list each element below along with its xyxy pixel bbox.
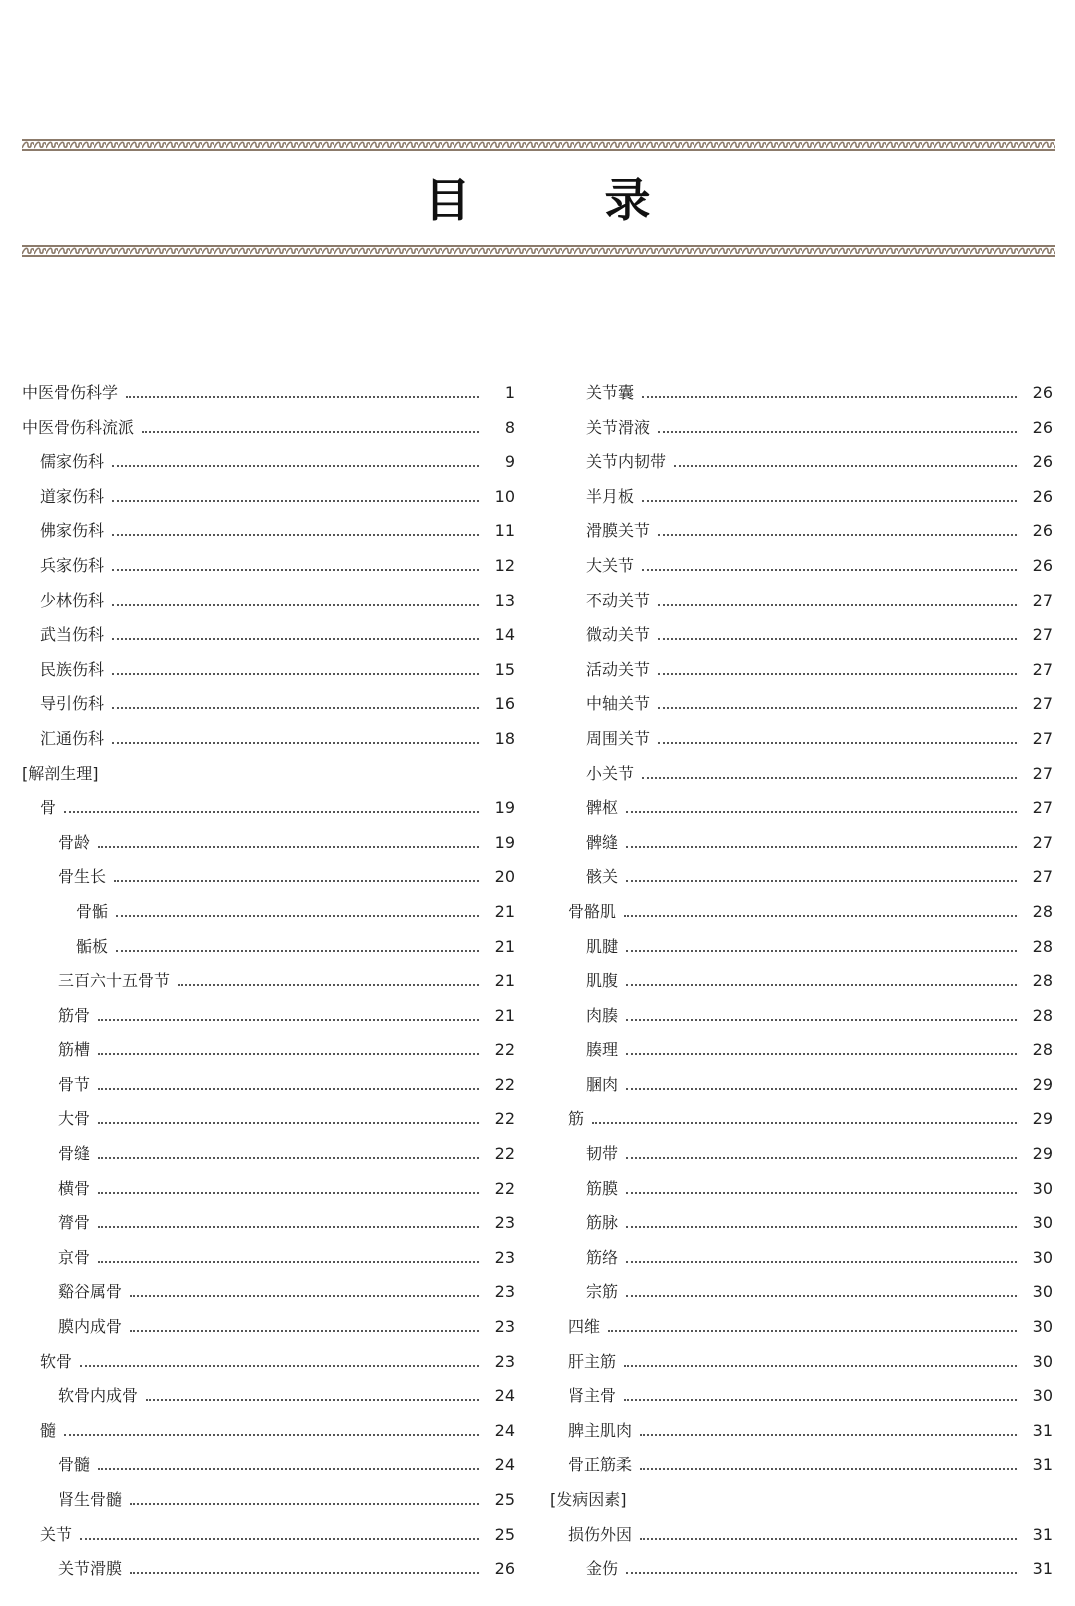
- toc-page-number: 23: [494, 1213, 515, 1233]
- dot-leader: [658, 742, 1017, 744]
- dot-leader: [640, 1468, 1017, 1470]
- toc-entry-label: 筋脉: [586, 1213, 619, 1233]
- toc-entry[interactable]: [550, 1040, 1053, 1075]
- dot-leader: [98, 1019, 479, 1021]
- toc-entry-label: 微动关节: [586, 625, 651, 645]
- toc-page-number: 31: [1032, 1420, 1053, 1440]
- toc-entry-label: 肾生骨髓: [58, 1490, 123, 1509]
- dot-leader: [142, 431, 479, 433]
- toc-page-number: 28: [1032, 1040, 1053, 1060]
- toc-entry[interactable]: [550, 1144, 1053, 1179]
- dot-leader: [626, 1088, 1017, 1090]
- dot-leader: [626, 1295, 1017, 1297]
- toc-page-number: 16: [494, 694, 515, 714]
- dot-leader: [178, 984, 479, 986]
- toc-entry[interactable]: [22, 591, 515, 626]
- toc-page-number: 27: [1032, 694, 1053, 714]
- toc-page-number: 26: [1032, 521, 1053, 541]
- dot-leader: [112, 742, 479, 744]
- dot-leader: [642, 396, 1017, 398]
- toc-entry-label: [解剖生理]: [22, 763, 99, 783]
- toc-entry[interactable]: [550, 1352, 1053, 1387]
- toc-entry-label: 骨节: [58, 1074, 91, 1094]
- toc-page-number: 21: [494, 1005, 515, 1025]
- toc-entry[interactable]: [550, 1179, 1053, 1214]
- toc-left-column: [22, 383, 515, 1594]
- toc-entry[interactable]: [550, 1282, 1053, 1317]
- toc-entry-label: 民族伤科: [40, 659, 105, 679]
- toc-entry[interactable]: [22, 1282, 515, 1317]
- dot-leader: [98, 1122, 479, 1124]
- toc-entry-label: 肝主筋: [568, 1351, 617, 1371]
- dot-leader: [626, 880, 1017, 882]
- toc-page-number: 22: [494, 1144, 515, 1164]
- toc-page-number: 29: [1032, 1074, 1053, 1094]
- toc-entry[interactable]: [22, 729, 515, 764]
- dot-leader: [112, 569, 479, 571]
- dot-leader: [146, 1399, 479, 1401]
- toc-entry-label: 滑膜关节: [586, 521, 651, 541]
- toc-page-number: 27: [1032, 728, 1053, 748]
- toc-entry-label: 膜内成骨: [58, 1317, 123, 1337]
- toc-section-heading: [22, 764, 515, 799]
- toc-page-number: 31: [1032, 1524, 1053, 1544]
- bottom-ornament-band: [22, 245, 1055, 257]
- toc-entry-label: 筋骨: [58, 1005, 91, 1025]
- toc-page-number: 24: [494, 1420, 515, 1440]
- toc-entry-label: 髀枢: [586, 798, 619, 818]
- toc-page-number: 27: [1032, 867, 1053, 887]
- toc-entry[interactable]: [550, 591, 1053, 626]
- toc-page-number: 27: [1032, 832, 1053, 852]
- dot-leader: [112, 500, 479, 502]
- toc-entry-label: 筋槽: [58, 1040, 91, 1060]
- toc-page-number: 29: [1032, 1144, 1053, 1164]
- toc-page-number: 28: [1032, 936, 1053, 956]
- toc-page-number: 31: [1032, 1455, 1053, 1475]
- toc-entry-label: 韧带: [586, 1144, 619, 1164]
- toc-entry-label: [发病因素]: [550, 1490, 627, 1509]
- toc-entry-label: 中轴关节: [586, 694, 651, 714]
- toc-entry-label: 中医骨伤科流派: [22, 417, 135, 437]
- toc-entry[interactable]: [550, 798, 1053, 833]
- toc-entry[interactable]: [550, 833, 1053, 868]
- toc-page-number: 28: [1032, 1005, 1053, 1025]
- toc-entry-label: 关节: [40, 1524, 73, 1544]
- dot-leader: [626, 950, 1017, 952]
- toc-entry-label: 髀缝: [586, 832, 619, 852]
- toc-entry[interactable]: [22, 1559, 515, 1594]
- dot-leader: [608, 1330, 1017, 1332]
- toc-page-number: 21: [494, 971, 515, 991]
- dot-leader: [98, 1468, 479, 1470]
- toc-entry[interactable]: [550, 1386, 1053, 1421]
- dot-leader: [130, 1572, 479, 1574]
- toc-entry-label: 兵家伤科: [40, 555, 105, 575]
- toc-entry[interactable]: [22, 1421, 515, 1456]
- toc-entry[interactable]: [550, 1006, 1053, 1041]
- toc-entry[interactable]: [22, 625, 515, 660]
- dot-leader: [98, 1088, 479, 1090]
- dot-leader: [624, 915, 1017, 917]
- toc-entry-label: 大关节: [586, 555, 635, 575]
- toc-entry-label: 小关节: [586, 763, 635, 783]
- toc-entry-label: 不动关节: [586, 590, 651, 610]
- dot-leader: [626, 1226, 1017, 1228]
- toc-entry-label: 武当伤科: [40, 625, 105, 645]
- toc-section-heading: [550, 1490, 1053, 1525]
- toc-page-number: 26: [494, 1559, 515, 1579]
- dot-leader: [116, 915, 479, 917]
- toc-page-number: 14: [494, 625, 515, 645]
- toc-page-number: 26: [1032, 383, 1053, 402]
- toc-page-number: 8: [504, 417, 515, 437]
- toc-page-number: 20: [494, 867, 515, 887]
- toc-entry[interactable]: [550, 867, 1053, 902]
- toc-entry-label: 四维: [568, 1317, 601, 1337]
- toc-page-number: 27: [1032, 625, 1053, 645]
- dot-leader: [112, 604, 479, 606]
- toc-entry[interactable]: [22, 867, 515, 902]
- toc-page-number: 25: [494, 1524, 515, 1544]
- toc-entry-label: 儒家伤科: [40, 452, 105, 472]
- toc-entry-label: 周围关节: [586, 728, 651, 748]
- dot-leader: [130, 1330, 479, 1332]
- dot-leader: [98, 1053, 479, 1055]
- dot-leader: [64, 811, 479, 813]
- toc-entry-label: 肌腹: [586, 971, 619, 991]
- toc-page-number: 21: [494, 901, 515, 921]
- toc-entry[interactable]: [550, 971, 1053, 1006]
- dot-leader: [130, 1295, 479, 1297]
- toc-page-number: 23: [494, 1247, 515, 1267]
- toc-entry[interactable]: [22, 1386, 515, 1421]
- toc-entry[interactable]: [22, 487, 515, 522]
- toc-entry-label: 筋络: [586, 1247, 619, 1267]
- toc-entry-label: 汇通伤科: [40, 728, 105, 748]
- toc-page-number: 22: [494, 1178, 515, 1198]
- toc-page-number: 25: [494, 1490, 515, 1509]
- toc-entry[interactable]: [22, 1075, 515, 1110]
- dot-leader: [592, 1122, 1017, 1124]
- toc-entry[interactable]: [22, 1213, 515, 1248]
- toc-entry[interactable]: [22, 1317, 515, 1352]
- toc-entry[interactable]: [22, 1179, 515, 1214]
- toc-entry-label: 䐃肉: [586, 1074, 619, 1094]
- toc-entry[interactable]: [550, 937, 1053, 972]
- toc-entry[interactable]: [22, 1455, 515, 1490]
- toc-entry-label: 少林伤科: [40, 590, 105, 610]
- toc-entry[interactable]: [550, 1455, 1053, 1490]
- toc-entry-label: 肌腱: [586, 936, 619, 956]
- toc-entry[interactable]: [550, 487, 1053, 522]
- toc-entry[interactable]: [22, 1040, 515, 1075]
- toc-entry[interactable]: [550, 1559, 1053, 1594]
- toc-entry[interactable]: [22, 833, 515, 868]
- toc-entry-label: 骨: [40, 798, 57, 818]
- dot-leader: [624, 1399, 1017, 1401]
- toc-entry-label: 道家伤科: [40, 486, 105, 506]
- toc-page-number: 11: [494, 521, 515, 541]
- toc-page-number: 27: [1032, 798, 1053, 818]
- toc-entry-label: 损伤外因: [568, 1524, 633, 1544]
- toc-page-number: 26: [1032, 452, 1053, 472]
- toc-page-number: 27: [1032, 763, 1053, 783]
- toc-page-number: 24: [494, 1455, 515, 1475]
- toc-page-number: 30: [1032, 1247, 1053, 1267]
- dot-leader: [658, 534, 1017, 536]
- toc-page-number: 22: [494, 1074, 515, 1094]
- toc-entry[interactable]: [22, 521, 515, 556]
- toc-entry-label: 骸关: [586, 867, 619, 887]
- dot-leader: [80, 1538, 479, 1540]
- toc-page-number: 27: [1032, 590, 1053, 610]
- toc-entry-label: 软骨内成骨: [58, 1386, 139, 1406]
- toc-entry[interactable]: [550, 1109, 1053, 1144]
- toc-entry-label: 肾主骨: [568, 1386, 617, 1406]
- toc-entry[interactable]: [550, 1317, 1053, 1352]
- toc-page-number: 18: [494, 728, 515, 748]
- toc-page-number: 30: [1032, 1282, 1053, 1302]
- toc-page-number: 9: [504, 452, 515, 472]
- toc-entry-label: 关节滑液: [586, 417, 651, 437]
- dot-leader: [642, 500, 1017, 502]
- dot-leader: [658, 673, 1017, 675]
- toc-entry[interactable]: [22, 452, 515, 487]
- toc-entry-label: 活动关节: [586, 659, 651, 679]
- toc-entry[interactable]: [550, 729, 1053, 764]
- dot-leader: [116, 950, 479, 952]
- dot-leader: [130, 1503, 479, 1505]
- toc-entry[interactable]: [550, 694, 1053, 729]
- toc-entry[interactable]: [22, 798, 515, 833]
- toc-page-number: 30: [1032, 1386, 1053, 1406]
- dot-leader: [642, 569, 1017, 571]
- toc-entry[interactable]: [22, 902, 515, 937]
- dot-leader: [98, 1261, 479, 1263]
- toc-entry-label: 关节内韧带: [586, 452, 667, 472]
- toc-entry-label: 髓: [40, 1420, 57, 1440]
- toc-entry[interactable]: [550, 1525, 1053, 1560]
- toc-page-number: 30: [1032, 1178, 1053, 1198]
- toc-entry[interactable]: [550, 625, 1053, 660]
- toc-page-number: 19: [494, 798, 515, 818]
- toc-entry[interactable]: [550, 660, 1053, 695]
- dot-leader: [98, 1157, 479, 1159]
- dot-leader: [626, 846, 1017, 848]
- toc-entry-label: 骨骼肌: [568, 901, 617, 921]
- toc-entry[interactable]: [22, 1490, 515, 1525]
- toc-page-number: 30: [1032, 1213, 1053, 1233]
- toc-page-number: 15: [494, 659, 515, 679]
- toc-entry-label: 佛家伤科: [40, 521, 105, 541]
- toc-page-number: 30: [1032, 1351, 1053, 1371]
- dot-leader: [640, 1538, 1017, 1540]
- toc-entry-label: 软骨: [40, 1351, 73, 1371]
- toc-entry-label: 筋: [568, 1109, 585, 1129]
- toc-entry-label: 中医骨伤科学: [22, 383, 119, 402]
- toc-page-number: 22: [494, 1040, 515, 1060]
- toc-entry[interactable]: [22, 1525, 515, 1560]
- toc-page-number: 27: [1032, 659, 1053, 679]
- dot-leader: [626, 1261, 1017, 1263]
- toc-entry[interactable]: [550, 1248, 1053, 1283]
- toc-entry-label: 关节滑膜: [58, 1559, 123, 1579]
- toc-page-number: 28: [1032, 971, 1053, 991]
- dot-leader: [112, 465, 479, 467]
- dot-leader: [112, 534, 479, 536]
- toc-entry[interactable]: [550, 902, 1053, 937]
- toc-entry-label: 骨生长: [58, 867, 107, 887]
- toc-entry-label: 三百六十五骨节: [58, 971, 171, 991]
- toc-entry-label: 骨髓: [58, 1455, 91, 1475]
- toc-page-number: 26: [1032, 417, 1053, 437]
- toc-entry[interactable]: [550, 1213, 1053, 1248]
- toc-page-number: 23: [494, 1282, 515, 1302]
- dot-leader: [658, 604, 1017, 606]
- dot-leader: [658, 638, 1017, 640]
- toc-entry-label: 关节囊: [586, 383, 635, 402]
- toc-page-number: 19: [494, 832, 515, 852]
- toc-entry-label: 半月板: [586, 486, 635, 506]
- toc-entry[interactable]: [22, 1144, 515, 1179]
- dot-leader: [640, 1434, 1017, 1436]
- toc-entry[interactable]: [22, 660, 515, 695]
- toc-entry-label: 谿谷属骨: [58, 1282, 123, 1302]
- toc-entry-label: 金伤: [586, 1559, 619, 1579]
- toc-entry[interactable]: [22, 418, 515, 453]
- toc-page-number: 13: [494, 590, 515, 610]
- page-title: 目 录: [424, 173, 695, 227]
- toc-entry-label: 横骨: [58, 1178, 91, 1198]
- toc-page-number: 26: [1032, 486, 1053, 506]
- toc-entry[interactable]: [550, 764, 1053, 799]
- toc-page-number: 26: [1032, 555, 1053, 575]
- toc-page-number: 21: [494, 936, 515, 956]
- dot-leader: [642, 777, 1017, 779]
- toc-entry-label: 腠理: [586, 1040, 619, 1060]
- dot-leader: [626, 1019, 1017, 1021]
- toc-entry-label: 导引伤科: [40, 694, 105, 714]
- top-ornament-band: [22, 139, 1055, 151]
- toc-page-number: 10: [494, 486, 515, 506]
- toc-entry[interactable]: [550, 418, 1053, 453]
- dot-leader: [626, 1053, 1017, 1055]
- toc-entry-label: 骨缝: [58, 1144, 91, 1164]
- toc-entry-label: 肉腠: [586, 1005, 619, 1025]
- toc-entry-label: 骺板: [76, 936, 109, 956]
- toc-entry-label: 骨骺: [76, 901, 109, 921]
- toc-page-number: 23: [494, 1351, 515, 1371]
- toc-page-number: 12: [494, 555, 515, 575]
- toc-entry-label: 大骨: [58, 1109, 91, 1129]
- toc-entry[interactable]: [550, 383, 1053, 418]
- dot-leader: [112, 673, 479, 675]
- toc-entry-label: 京骨: [58, 1247, 91, 1267]
- dot-leader: [98, 846, 479, 848]
- toc-entry-label: 骨龄: [58, 832, 91, 852]
- dot-leader: [626, 1157, 1017, 1159]
- dot-leader: [64, 1434, 479, 1436]
- dot-leader: [624, 1365, 1017, 1367]
- toc-entry-label: 宗筋: [586, 1282, 619, 1302]
- toc-entry[interactable]: [550, 452, 1053, 487]
- dot-leader: [626, 1572, 1017, 1574]
- toc-page-number: 28: [1032, 901, 1053, 921]
- dot-leader: [626, 984, 1017, 986]
- dot-leader: [114, 880, 479, 882]
- dot-leader: [112, 707, 479, 709]
- toc-entry[interactable]: [22, 1006, 515, 1041]
- toc-page-number: 29: [1032, 1109, 1053, 1129]
- toc-entry[interactable]: [550, 556, 1053, 591]
- toc-page-number: 31: [1032, 1559, 1053, 1579]
- dot-leader: [98, 1192, 479, 1194]
- dot-leader: [98, 1226, 479, 1228]
- dot-leader: [626, 1192, 1017, 1194]
- toc-entry[interactable]: [550, 1075, 1053, 1110]
- dot-leader: [658, 431, 1017, 433]
- toc-entry-label: 筋膜: [586, 1178, 619, 1198]
- toc-page-number: 22: [494, 1109, 515, 1129]
- dot-leader: [80, 1365, 479, 1367]
- toc-entry[interactable]: [22, 937, 515, 972]
- dot-leader: [658, 707, 1017, 709]
- toc-entry[interactable]: [22, 383, 515, 418]
- toc-page-number: 23: [494, 1317, 515, 1337]
- toc-entry[interactable]: [22, 1248, 515, 1283]
- toc-entry[interactable]: [22, 971, 515, 1006]
- toc-entry-label: 膂骨: [58, 1213, 91, 1233]
- toc-entry[interactable]: [22, 556, 515, 591]
- toc-page-number: 1: [504, 383, 515, 402]
- toc-page-number: 30: [1032, 1317, 1053, 1337]
- dot-leader: [626, 811, 1017, 813]
- toc-page-number: 24: [494, 1386, 515, 1406]
- toc-entry[interactable]: [22, 1109, 515, 1144]
- toc-entry-label: 脾主肌肉: [568, 1420, 633, 1440]
- toc-entry[interactable]: [550, 1421, 1053, 1456]
- toc-right-column: [550, 383, 1053, 1594]
- toc-entry[interactable]: [22, 694, 515, 729]
- toc-entry[interactable]: [550, 521, 1053, 556]
- toc-entry[interactable]: [22, 1352, 515, 1387]
- dot-leader: [112, 638, 479, 640]
- dot-leader: [674, 465, 1017, 467]
- toc-entry-label: 骨正筋柔: [568, 1455, 633, 1475]
- dot-leader: [126, 396, 479, 398]
